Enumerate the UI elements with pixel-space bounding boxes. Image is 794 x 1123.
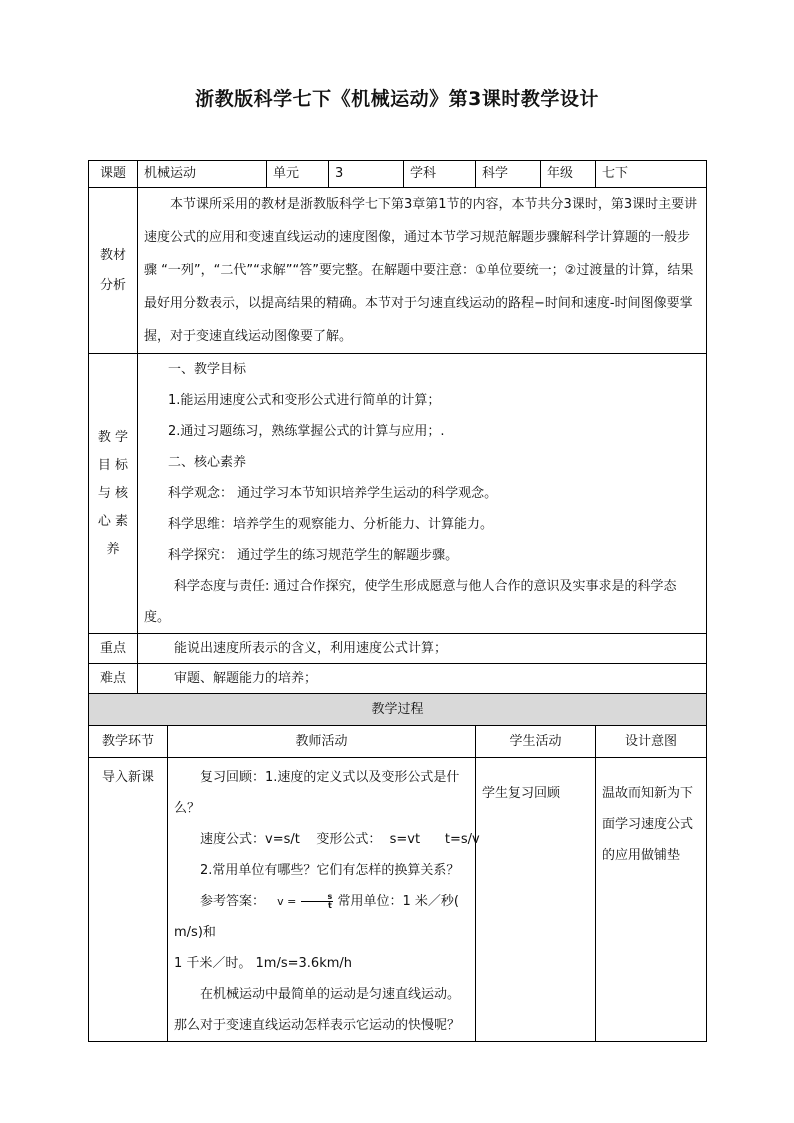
difficulty-label: 难点 <box>89 664 138 694</box>
process-section-title: 教学过程 <box>89 694 707 726</box>
design-intent: 温故而知新为下面学习速度公式的应用做铺垫 <box>602 786 694 863</box>
document-title: 浙教版科学七下《机械运动》第3课时教学设计 <box>195 88 599 110</box>
unit-value: 3 <box>329 161 404 188</box>
subject-label: 学科 <box>404 161 476 188</box>
process-title-row <box>89 694 707 726</box>
key-point-row <box>89 634 707 664</box>
stage-name: 导入新课 <box>101 770 154 785</box>
student-activity-cell <box>476 758 596 1042</box>
goals-row <box>89 354 707 634</box>
analysis-text: 本节课所采用的教材是浙教版科学七下第3章第1节的内容，本节共分3课时，第3课时主要讲速度公式的应用和变速直线运动的速度图像，通过本节学习规范解题步骤解科学计算题的一般步骤 “一列”，“二代”“求解”“答”要完整。在解题中要注意：①单位要统一；②过渡量的计算，结果最好用分数表示，以提高结果的精确。本节对于匀速直线运动的路程−时间和速度-时间图像要掌握，对于变速直线运动图像要了解。 <box>144 197 698 344</box>
key-point-text: 能说出速度所表示的含义，利用速度公式计算； <box>138 634 707 664</box>
speed-fraction: $\frac{s}{t}$ <box>301 893 334 910</box>
teacher-units-question: 2.常用单位有哪些？它们有怎样的换算关系？ <box>200 863 460 878</box>
unit-label: 单元 <box>267 161 329 188</box>
topic-label: 课题 <box>89 161 138 188</box>
col-teacher-header: 教师活动 <box>168 726 476 758</box>
teacher-review: 复习回顾：1.速度的定义式以及变形公式是什么？ <box>174 770 460 816</box>
goals-line: 科学探究： 通过学生的练习规范学生的解题步骤。 <box>168 548 459 563</box>
design-intent-cell <box>596 758 707 1042</box>
goals-line: 科学思维：培养学生的观察能力、分析能力、计算能力。 <box>168 517 494 532</box>
col-design-header: 设计意图 <box>596 726 707 758</box>
subject-value: 科学 <box>476 161 541 188</box>
analysis-label: 教材 分析 <box>89 188 138 354</box>
process-intro-row <box>89 758 707 1042</box>
grade-label: 年级 <box>541 161 596 188</box>
difficulty-text: 审题、解题能力的培养； <box>138 664 707 694</box>
teacher-activity-cell <box>168 758 480 1042</box>
student-activity: 学生复习回顾 <box>482 786 561 801</box>
teacher-answer: 参考答案： v = $\frac{s}{t}$ 常用单位：1 米／秒( m/s)和 <box>174 892 459 940</box>
goals-line: 科学观念： 通过学习本节知识培养学生运动的科学观念。 <box>168 486 498 501</box>
key-point-label: 重点 <box>89 634 138 664</box>
teacher-formula: 速度公式：v=s/t 变形公式： s=vt t=s/v <box>200 832 480 847</box>
topic-value: 机械运动 <box>138 161 267 188</box>
analysis-row <box>89 188 707 354</box>
grade-value: 七下 <box>596 161 707 188</box>
difficulty-row <box>89 664 707 694</box>
header-row <box>89 161 707 188</box>
teacher-answer-line2: 1 千米／时。 1m/s=3.6km/h <box>174 956 353 971</box>
goals-content <box>138 354 707 634</box>
goals-line: 一、教学目标 <box>168 362 247 377</box>
lesson-plan-table <box>88 160 707 1042</box>
goals-label: 教 学 目 标 与 核 心 素 养 <box>89 354 138 634</box>
goals-line: 2.通过习题练习，熟练掌握公式的计算与应用；. <box>168 424 445 439</box>
goals-attitude: 科学态度与责任: 通过合作探究，使学生形成愿意与他人合作的意识及实事求是的科学态度。 <box>144 579 677 625</box>
teacher-outro: 在机械运动中最简单的运动是匀速直线运动。那么对于变速直线运动怎样表示它运动的快慢呢？ <box>174 987 461 1033</box>
goals-line: 1.能运用速度公式和变形公式进行简单的计算； <box>168 393 441 408</box>
analysis-text-cell <box>138 188 707 354</box>
goals-line: 二、核心素养 <box>168 455 247 470</box>
stage-cell <box>89 758 168 1042</box>
col-stage-header: 教学环节 <box>89 726 168 758</box>
process-header-row <box>89 726 707 758</box>
fraction-lhs: v = <box>277 895 297 908</box>
col-student-header: 学生活动 <box>476 726 596 758</box>
